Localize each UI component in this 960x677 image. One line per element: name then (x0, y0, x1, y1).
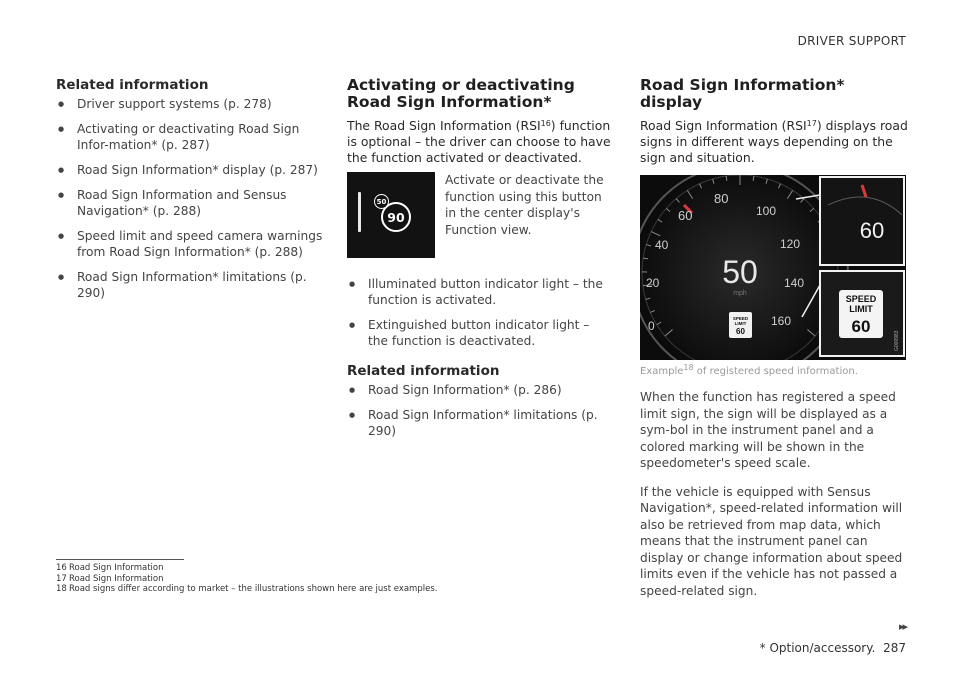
tick-label: 20 (646, 276, 660, 290)
activation-title: Activating or deactivating Road Sign Information* (347, 76, 575, 111)
related-link[interactable]: ● Road Sign Information* (p. 286) (347, 382, 612, 398)
dial-tick (753, 176, 754, 181)
footnote: 17 Road Sign Information (56, 573, 164, 584)
page-number: 287 (883, 641, 906, 655)
tick-label: 100 (756, 204, 777, 218)
section-header: DRIVER SUPPORT (797, 34, 906, 48)
tick-label: 40 (655, 238, 669, 252)
sign-line: SPEED (845, 294, 877, 304)
figure-caption: Example$^{18}$ of registered speed information. (640, 363, 858, 377)
related-link[interactable]: ● Driver support systems (p. 278) (56, 96, 326, 112)
page-footer (760, 641, 906, 655)
tick-label: 0 (648, 319, 655, 333)
footnotes (56, 559, 456, 595)
activation-intro: The Road Sign Information (RSI$^{16}$) function is optional – the driver can choose to have the function activated or deactivated. (347, 118, 611, 165)
sign-line: SPEED (732, 316, 749, 321)
related-info-list (347, 382, 612, 439)
sign-line: LIMIT (849, 304, 873, 314)
indicator-light-icon (358, 192, 361, 232)
display-column (640, 77, 908, 611)
related-info-heading: Related information (347, 363, 500, 379)
related-link[interactable]: ● Speed limit and speed camera warnings from Road Sign Information* (p. 288) (56, 228, 326, 260)
related-link[interactable]: ● Road Sign Information* display (p. 287) (56, 162, 326, 178)
display-paragraph: If the vehicle is equipped with Sensus Navigation*, speed-related information will also be retrieved from map data, which means that the instrument panel can display or change information about speed limits even if the vehicle has not passed a speed-related sign. (640, 484, 903, 598)
footnote: 16 Road Sign Information (56, 563, 164, 573)
footnote-divider (56, 559, 184, 560)
dial-tick (726, 176, 727, 181)
tick-label: 80 (714, 191, 729, 206)
tick-label: 160 (771, 314, 792, 328)
related-link[interactable]: ● Activating or deactivating Road Sign Infor-mation* (p. 287) (56, 121, 326, 153)
indicator-item: ● Illuminated button indicator light – the function is activated. (347, 276, 612, 308)
activation-column (347, 77, 612, 448)
speedometer-illustration (640, 175, 906, 360)
rsi-function-button-image (347, 172, 435, 258)
continue-arrows-icon: ▸▸ (898, 620, 906, 633)
tick-label: 140 (784, 276, 805, 290)
indicator-list (347, 276, 612, 349)
display-title: Road Sign Information* display (640, 76, 845, 111)
related-info-heading: Related information (56, 77, 209, 93)
option-note: * Option/accessory. (759, 641, 876, 655)
related-link[interactable]: ● Road Sign Information* limitations (p. 290) (347, 407, 612, 439)
related-info-list (56, 96, 326, 301)
speed-sign-small-icon: 50 (374, 194, 389, 209)
indicator-item: ● Extinguished button indicator light – the function is deactivated. (347, 317, 612, 349)
speed-sign-icon: 90 (381, 202, 411, 232)
button-description: Activate or deactivate the function using this button in the center display's Function view. (445, 173, 604, 237)
related-info-column (56, 77, 326, 310)
tick-label: 120 (780, 237, 801, 251)
image-code: G000983 (894, 330, 900, 351)
sign-line: LIMIT (734, 321, 747, 326)
sign-value: 60 (736, 327, 745, 336)
sign-value: 60 (851, 317, 871, 336)
zoom-speed-value: 60 (859, 218, 885, 243)
display-paragraph: When the function has registered a speed limit sign, the sign will be displayed as a sym-bol in the instrument panel and a colored marking will be shown in the speedometer's speed scale. (640, 390, 896, 470)
related-link[interactable]: ● Road Sign Information* limitations (p. 290) (56, 269, 326, 301)
related-link[interactable]: ● Road Sign Information and Sensus Navigation* (p. 288) (56, 187, 326, 219)
current-speed: 50 (722, 254, 758, 290)
display-intro: Road Sign Information (RSI$^{17}$) displays road signs in different ways depending on the sign and situation. (640, 118, 908, 165)
tick-label: 60 (678, 208, 693, 223)
speed-unit: mph (733, 290, 747, 297)
footnote: 18 Road signs differ according to market – the illustrations shown here are just examples. (56, 584, 438, 594)
